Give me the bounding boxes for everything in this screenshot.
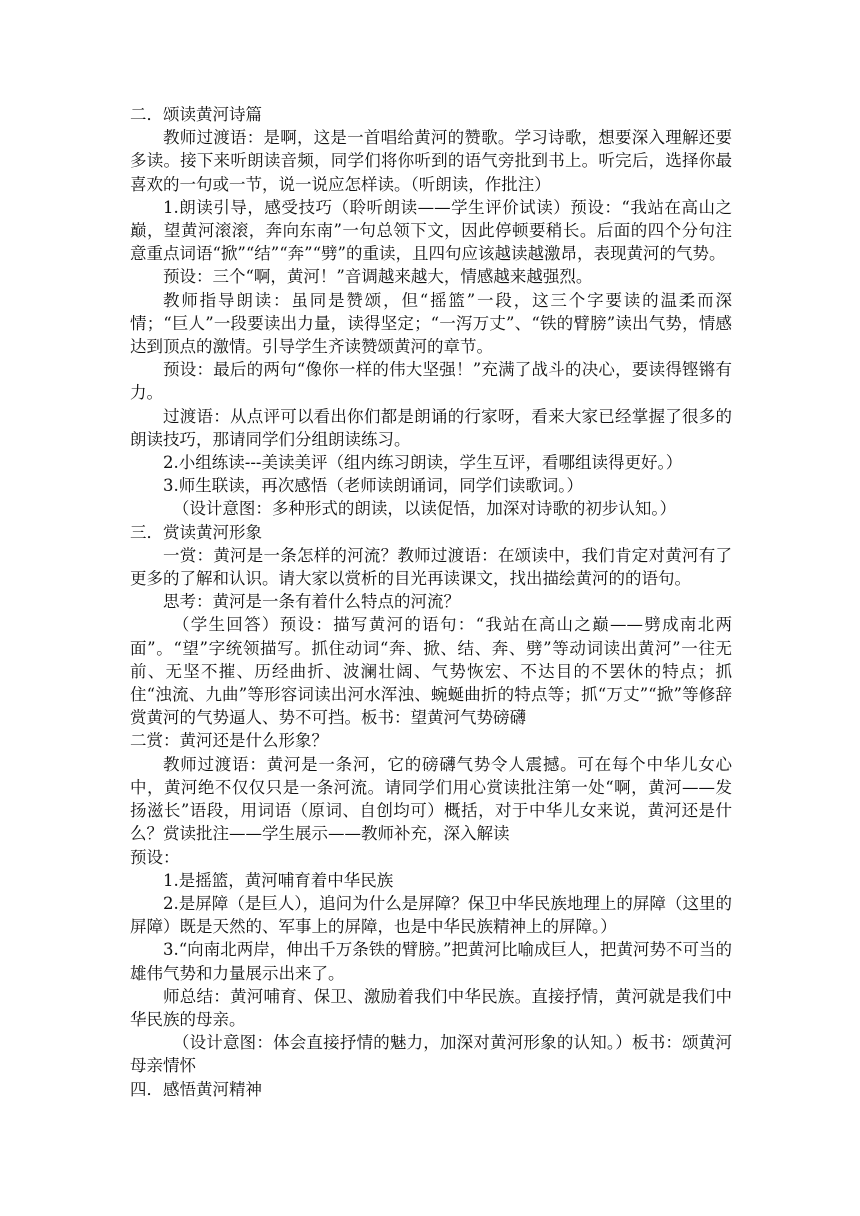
paragraph-first-appreciation: 一赏：黄河是一条怎样的河流？教师过渡语：在颂读中，我们肯定对黄河有了更多的了解和认识。请大家以赏析的目光再读课文，找出描绘黄河的的语句。 [130,545,732,589]
paragraph-second-appreciation: 二赏：黄河还是什么形象？ [130,731,328,751]
document-page [130,103,732,1101]
paragraph-teacher-guide: 教师指导朗读：虽同是赞颂，但“摇篮”一段，这三个字要读的温柔而深情；“巨人”一段要读出力量，读得坚定；“一泻万丈”、“铁的臂膀”读出气势，情感达到顶点的激情。引导学生齐读赞颂黄河的章节。 [130,290,732,357]
paragraph-design-intent-1: （设计意图：多种形式的朗读，以读促悟，加深对诗歌的初步认知。） [172,499,677,519]
paragraph-design-intent-2: （设计意图：体会直接抒情的魅力，加深对黄河形象的认知。）板书：颂黄河母亲情怀 [130,1033,732,1076]
paragraph-summary: 师总结：黄河哺育、保卫、激励着我们中华民族。直接抒情，黄河就是我们中华民族的母亲。 [130,986,732,1029]
paragraph-preset-2: 预设：最后的两句“像你一样的伟大坚强！”充满了战斗的决心，要读得铿锵有力。 [130,360,732,403]
list-item-cradle: 1.是摇篮，黄河哺育着中华民族 [163,870,394,890]
paragraph-joint-reading: 3.师生联读，再次感悟（老师读朗诵词，同学们读歌词。） [163,476,583,496]
paragraph-transition: 教师过渡语：是啊，这是一首唱给黄河的赞歌。学习诗歌，想要深入理解还要多读。接下来听朗读音频，同学们将你听到的语气旁批到书上。听完后，选择你最喜欢的一句或一节，说一说应怎样读。（听朗读，作批注） [130,128,732,194]
section-heading-2: 二．颂读黄河诗篇 [130,105,262,124]
paragraph-transition-3: 教师过渡语：黄河是一条河，它的磅礴气势令人震撼。可在每个中华儿女心中，黄河绝不仅仅只是一条河流。请同学们用心赏读批注第一处“啊，黄河——发扬滋长”语段，用词语（原词、自创均可）概括，对于中华儿女来说，黄河还是什么？赏读批注——学生展示——教师补充，深入解读 [130,754,732,844]
paragraph-reading-guide: 1.朗读引导，感受技巧（聆听朗读——学生评价试读）预设：“我站在高山之巅，望黄河滚滚，奔向东南”一句总领下文，因此停顿要稍长。后面的四个分句注意重点词语“掀”“结”“奔”“劈”的重读，且四句应该越读越激昂，表现黄河的气势。 [130,197,732,264]
paragraph-transition-2: 过渡语：从点评可以看出你们都是朗诵的行家呀，看来大家已经掌握了很多的朗读技巧，那请同学们分组朗读练习。 [130,406,732,449]
paragraph-preset-1: 预设：三个“啊，黄河！”音调越来越大，情感越来越强烈。 [163,267,593,287]
paragraph-student-answer: （学生回答）预设：描写黄河的语句：“我站在高山之巅——劈成南北两面”。“望”字统领描写。抓住动词“奔、掀、结、奔、劈”等动词读出黄河”一往无前、无坚不摧、历经曲折、波澜壮阔、气势恢宏、不达目的不罢休的特点；抓住“浊流、九曲”等形容词读出河水浑浊、蜿蜒曲折的特点等；抓“万丈”“掀”等修辞赏黄河的气势逼人、势不可挡。板书：望黄河气势磅礴 [130,615,732,728]
section-heading-4: 四．感悟黄河精神 [130,1079,262,1099]
section-heading-3: 三．赏读黄河形象 [130,522,262,542]
list-item-barrier: 2.是屏障（是巨人），追问为什么是屏障？保卫中华民族地理上的屏障（这里的屏障）既是天然的、军事上的屏障，也是中华民族精神上的屏障。） [130,893,732,937]
paragraph-group-reading: 2.小组练读---美读美评（组内练习朗读，学生互评，看哪组读得更好。） [163,453,683,473]
paragraph-think: 思考：黄河是一条有着什么特点的河流？ [163,592,460,612]
list-item-giant: 3.“向南北两岸，伸出千万条铁的臂膀。”把黄河比喻成巨人，把黄河势不可当的雄伟气势和力量展示出来了。 [130,940,732,983]
paragraph-preset-label: 预设： [130,847,180,867]
